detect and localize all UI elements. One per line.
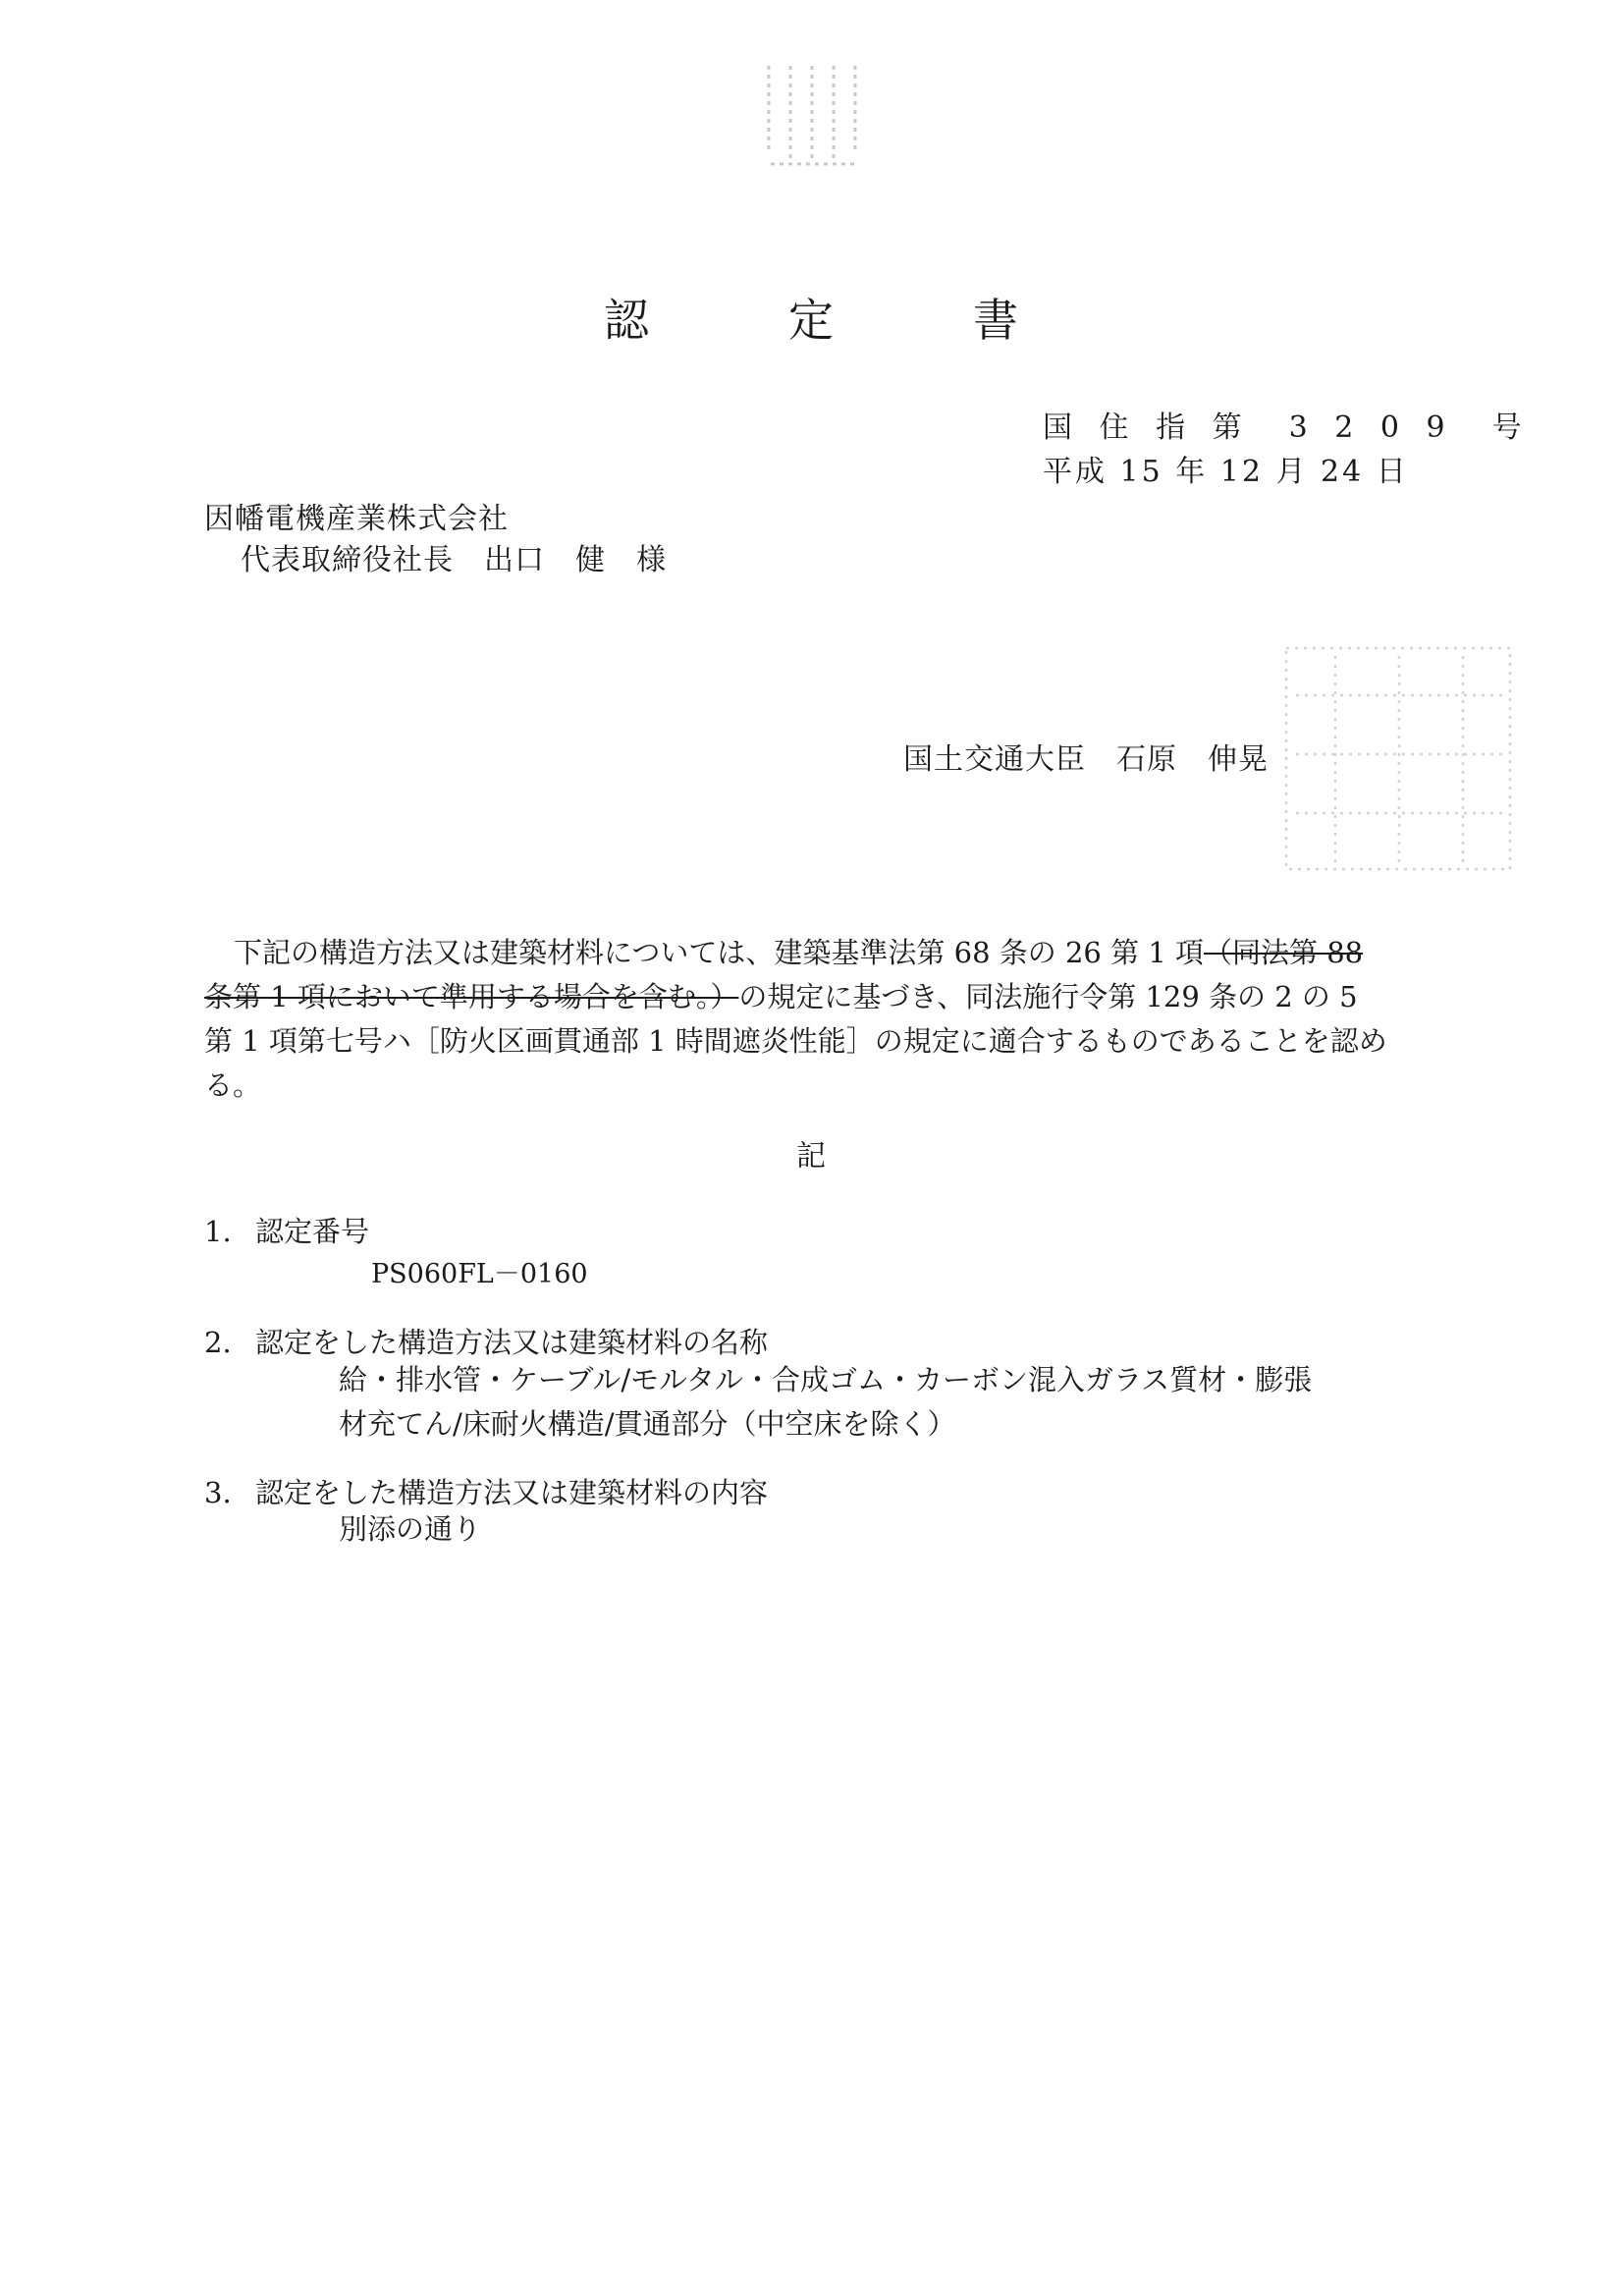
item-3-value: 別添の通り: [339, 1512, 482, 1546]
item-1-heading: 1. 認定番号: [204, 1215, 370, 1248]
document-date: 平成 15 年 12 月 24 日: [1043, 455, 1409, 489]
item-2-number: 2.: [204, 1326, 232, 1359]
document-title: 認 定 書: [604, 294, 1065, 347]
ki-heading: 記: [796, 1139, 826, 1174]
document-number: 国 住 指 第 3 2 0 9 号: [1043, 410, 1531, 445]
item-2-value-line-2: 材充てん/床耐火構造/貫通部分（中空床を除く）: [339, 1407, 956, 1441]
body-line-1: 下記の構造方法又は建築材料については、建築基準法第 68 条の 26 第 1 項（同法第 88: [234, 936, 1364, 969]
item-3-number: 3.: [204, 1476, 232, 1509]
item-2-value-line-1: 給・排水管・ケーブル/モルタル・合成ゴム・カーボン混入ガラス質材・膨張: [339, 1363, 1313, 1396]
body-paragraph: [204, 931, 1432, 1108]
item-2-heading: 2. 認定をした構造方法又は建築材料の名称: [204, 1326, 769, 1359]
body-line-2: 条第 1 項において準用する場合を含む。）の規定に基づき、同法施行令第 129 条の 2 の 5: [204, 980, 1358, 1013]
struck-text-1: （同法第 88: [1203, 936, 1364, 969]
issuer-minister: 国土交通大臣 石原 伸晃: [903, 742, 1269, 777]
item-1-number: 1.: [204, 1215, 232, 1248]
struck-text-2: 条第 1 項において準用する場合を含む。）: [204, 980, 739, 1013]
item-3-heading: 3. 認定をした構造方法又は建築材料の内容: [204, 1476, 769, 1509]
faint-stamp-mark: [761, 61, 869, 174]
body-line-3: 第 1 項第七号ハ［防火区画貫通部 1 時間遮炎性能］の規定に適合するものであることを認め: [204, 1024, 1387, 1058]
body-line-4: る。: [204, 1068, 262, 1102]
certification-number: PS060FL－0160: [371, 1259, 588, 1289]
recipient-name: 代表取締役社長 出口 健 様: [241, 543, 667, 577]
recipient-company: 因幡電機産業株式会社: [204, 502, 509, 536]
official-seal: [1276, 636, 1522, 882]
